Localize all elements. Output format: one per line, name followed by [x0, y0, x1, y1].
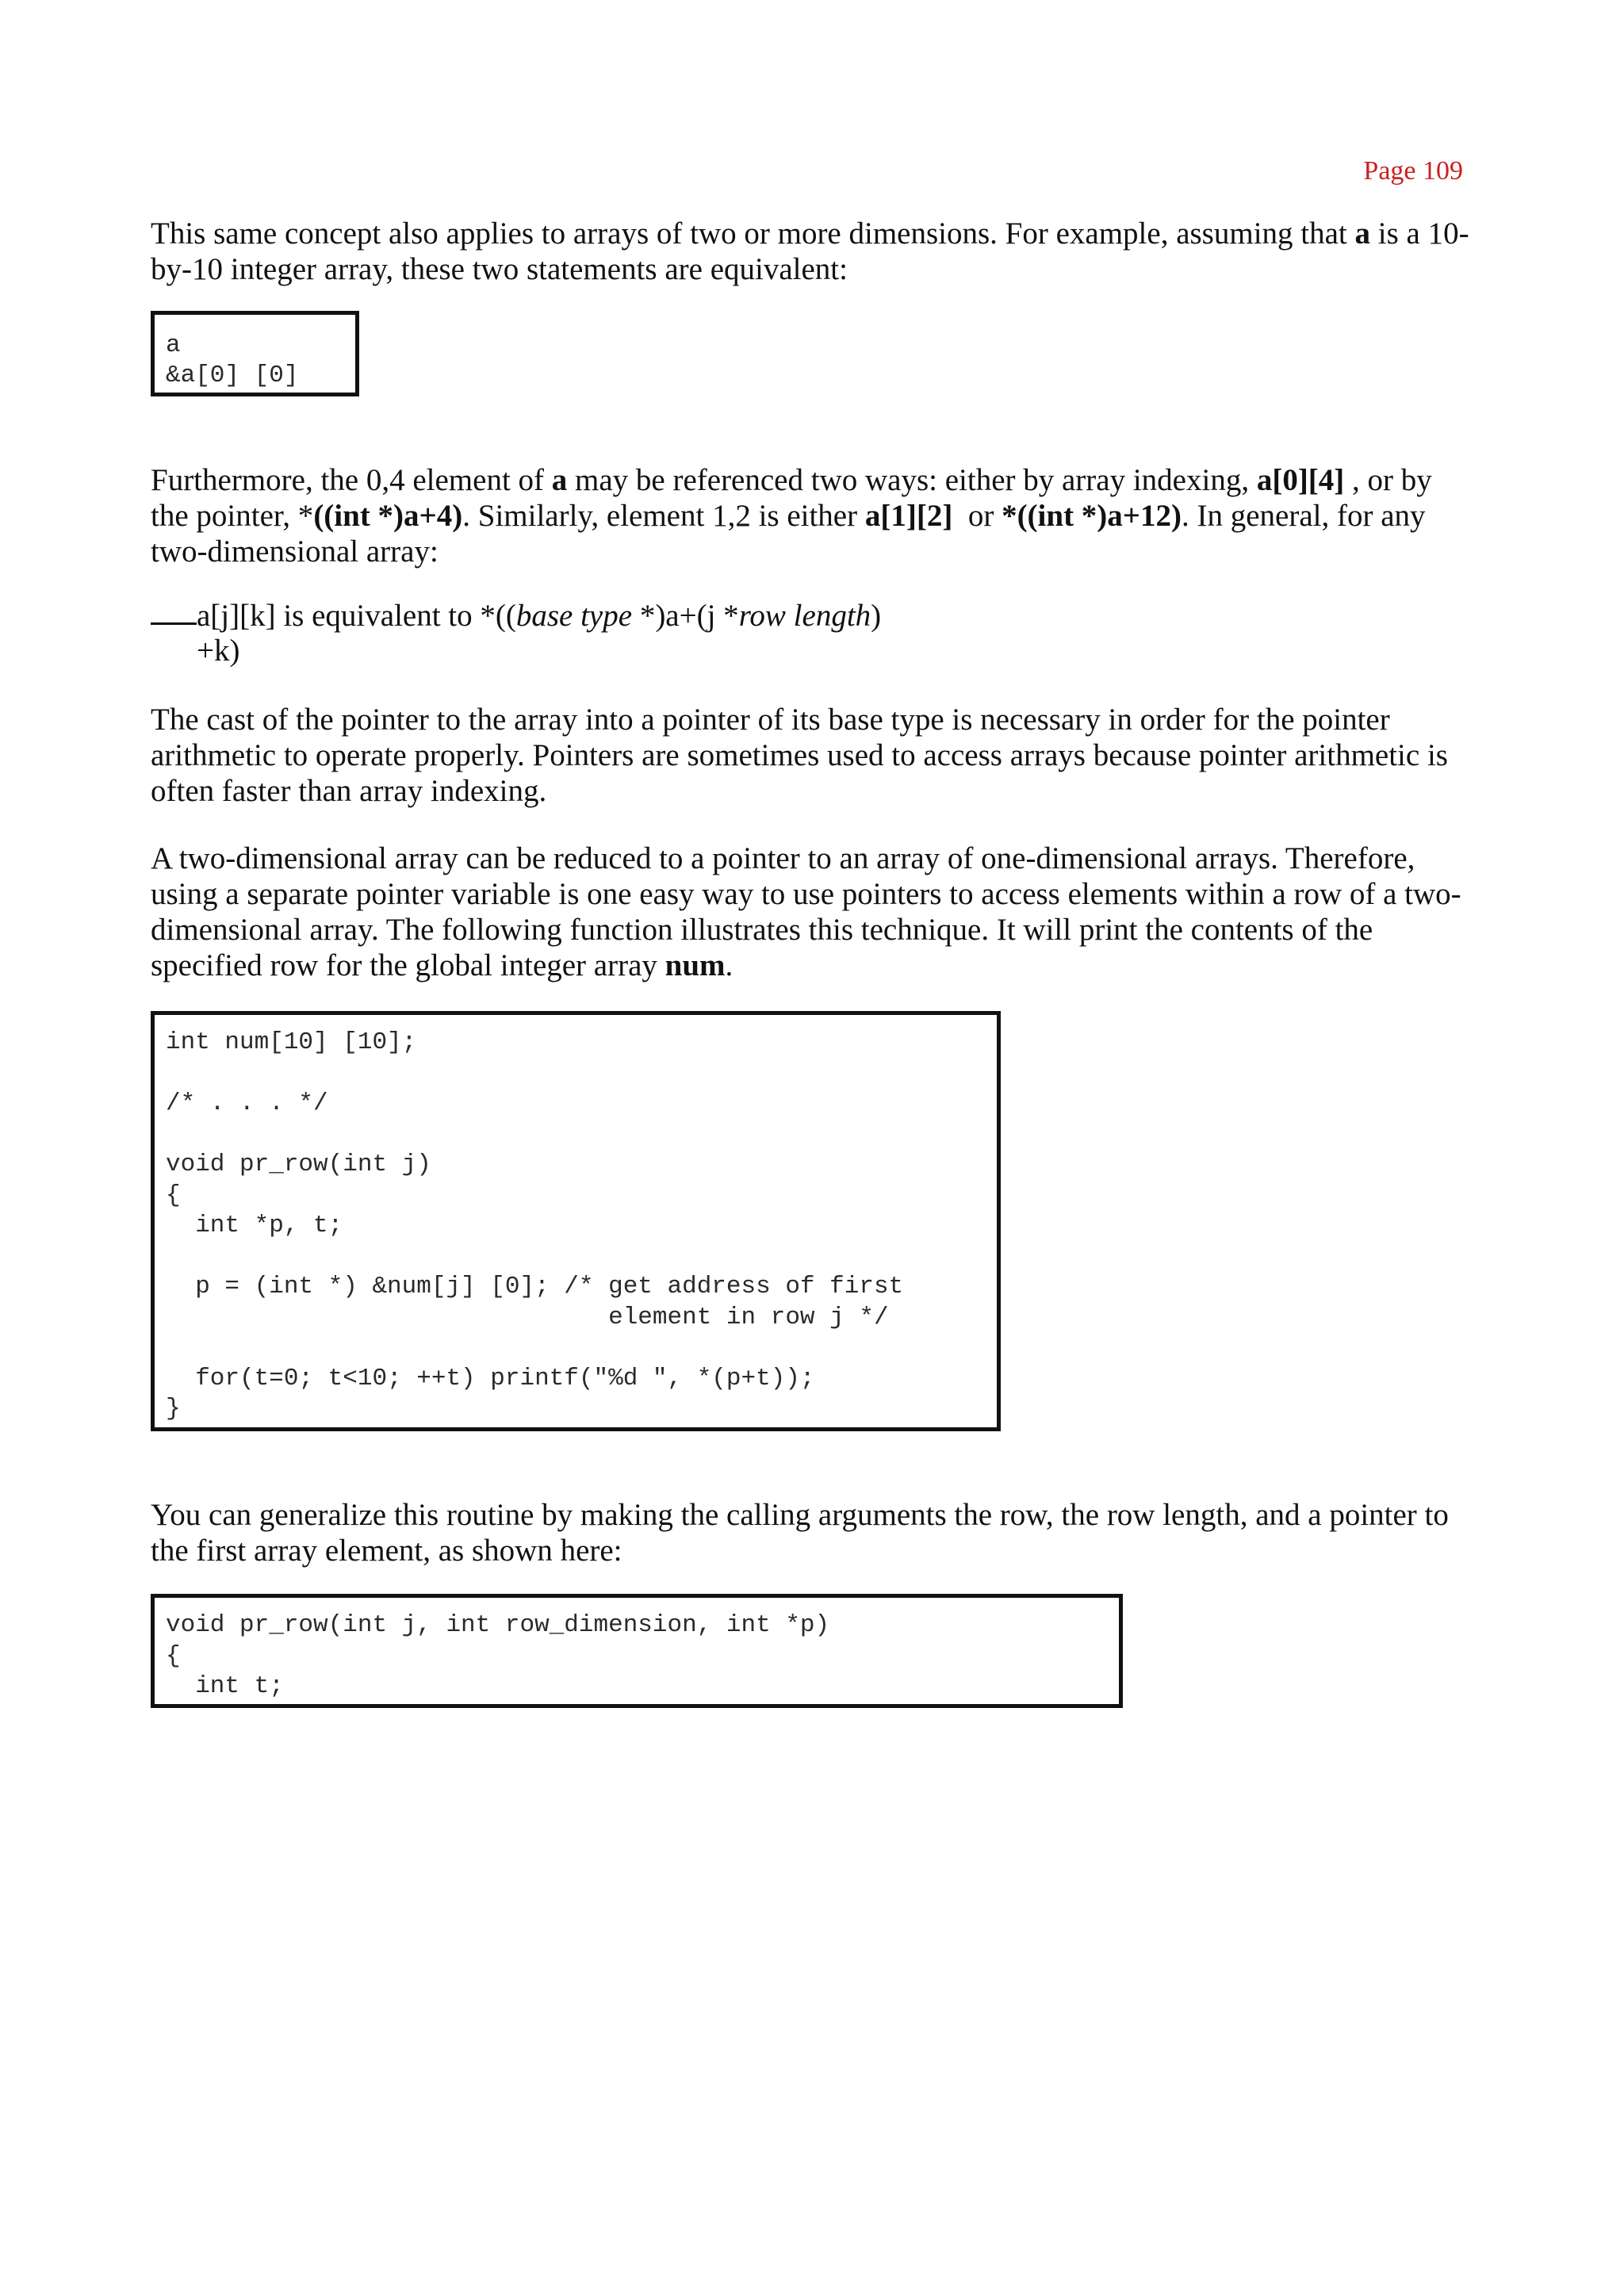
code-box-equivalent-statements [151, 311, 359, 396]
paragraph-text: . In general, for any two-dimensional array: [151, 499, 1426, 569]
code-box-pr-row [151, 1011, 1001, 1431]
bold-term: a[0][4] [1256, 463, 1345, 497]
paragraph-cast-explanation: The cast of the pointer to the array into a pointer of its base type is necessary in order for the pointer arithmetic to operate properly. Pointers are sometimes used to access arrays because pointer arithmetic is often faster than array indexing. [151, 703, 1448, 808]
bold-term: a[1][2] [864, 499, 953, 533]
paragraph-text: , or by the pointer, * [151, 463, 1432, 533]
paragraph-text: Furthermore, the 0,4 element of [151, 463, 552, 497]
formula-text: a[j][k] is equivalent to *(( [197, 599, 516, 633]
formula-italic: row length [738, 599, 871, 633]
paragraph-text: . Similarly, element 1,2 is either [462, 499, 865, 533]
paragraph-intro-text-b: is a 10-by-10 integer array, these two statements are equivalent: [151, 216, 1469, 286]
formula-text: ) [871, 599, 882, 633]
bold-term: a [551, 463, 568, 497]
paragraph-intro-bold-a: a [1354, 216, 1371, 251]
code-pr-row-general: void pr_row(int j, int row_dimension, int *p) { int t; [166, 1611, 830, 1700]
paragraph-intro [151, 216, 1475, 287]
bold-term: *((int *)a+12) [1002, 499, 1182, 533]
formula-line-2: +k) [197, 634, 240, 668]
paragraph-element-reference [151, 462, 1475, 569]
paragraph-text: or [952, 499, 1002, 533]
paragraph-intro-text-a: This same concept also applies to arrays of two or more dimensions. For example, assuming that [151, 216, 1355, 251]
list-dash [151, 622, 197, 625]
code-equivalent-statements: a &a[0] [0] [166, 331, 299, 389]
bold-term: ((int *)a+4) [313, 499, 463, 533]
paragraph-text: . [725, 948, 733, 982]
formula-text: *)a+(j * [632, 599, 739, 633]
paragraph-generalize: You can generalize this routine by making the calling arguments the row, the row length, and a pointer to the first array element, as shown here: [151, 1498, 1449, 1568]
code-pr-row: int num[10] [10]; /* . . . */ void pr_row(int j) { int *p, t; p = (int *) &num[j] [0]; /* get address of first element in row j */ for(t=0; t<10; ++t) printf("%d ", *(p+t)); } [166, 1028, 904, 1423]
code-box-pr-row-general [151, 1594, 1123, 1708]
paragraph-text: A two-dimensional array can be reduced to a pointer to an array of one-dimensional arrays. Therefore, using a separate pointer variable is one easy way to use pointers to access elements within a row of a two-dimensional array. The following function illustrates this technique. It will print the contents of the specified row for the global integer array [151, 841, 1461, 982]
paragraph-text: may be referenced two ways: either by array indexing, [567, 463, 1257, 497]
page-number: Page 109 [1363, 156, 1463, 186]
formula-line-1 [197, 599, 881, 634]
paragraph-two-dimensional [151, 841, 1475, 983]
formula-italic: base type [515, 599, 633, 633]
bold-term: num [665, 948, 726, 982]
